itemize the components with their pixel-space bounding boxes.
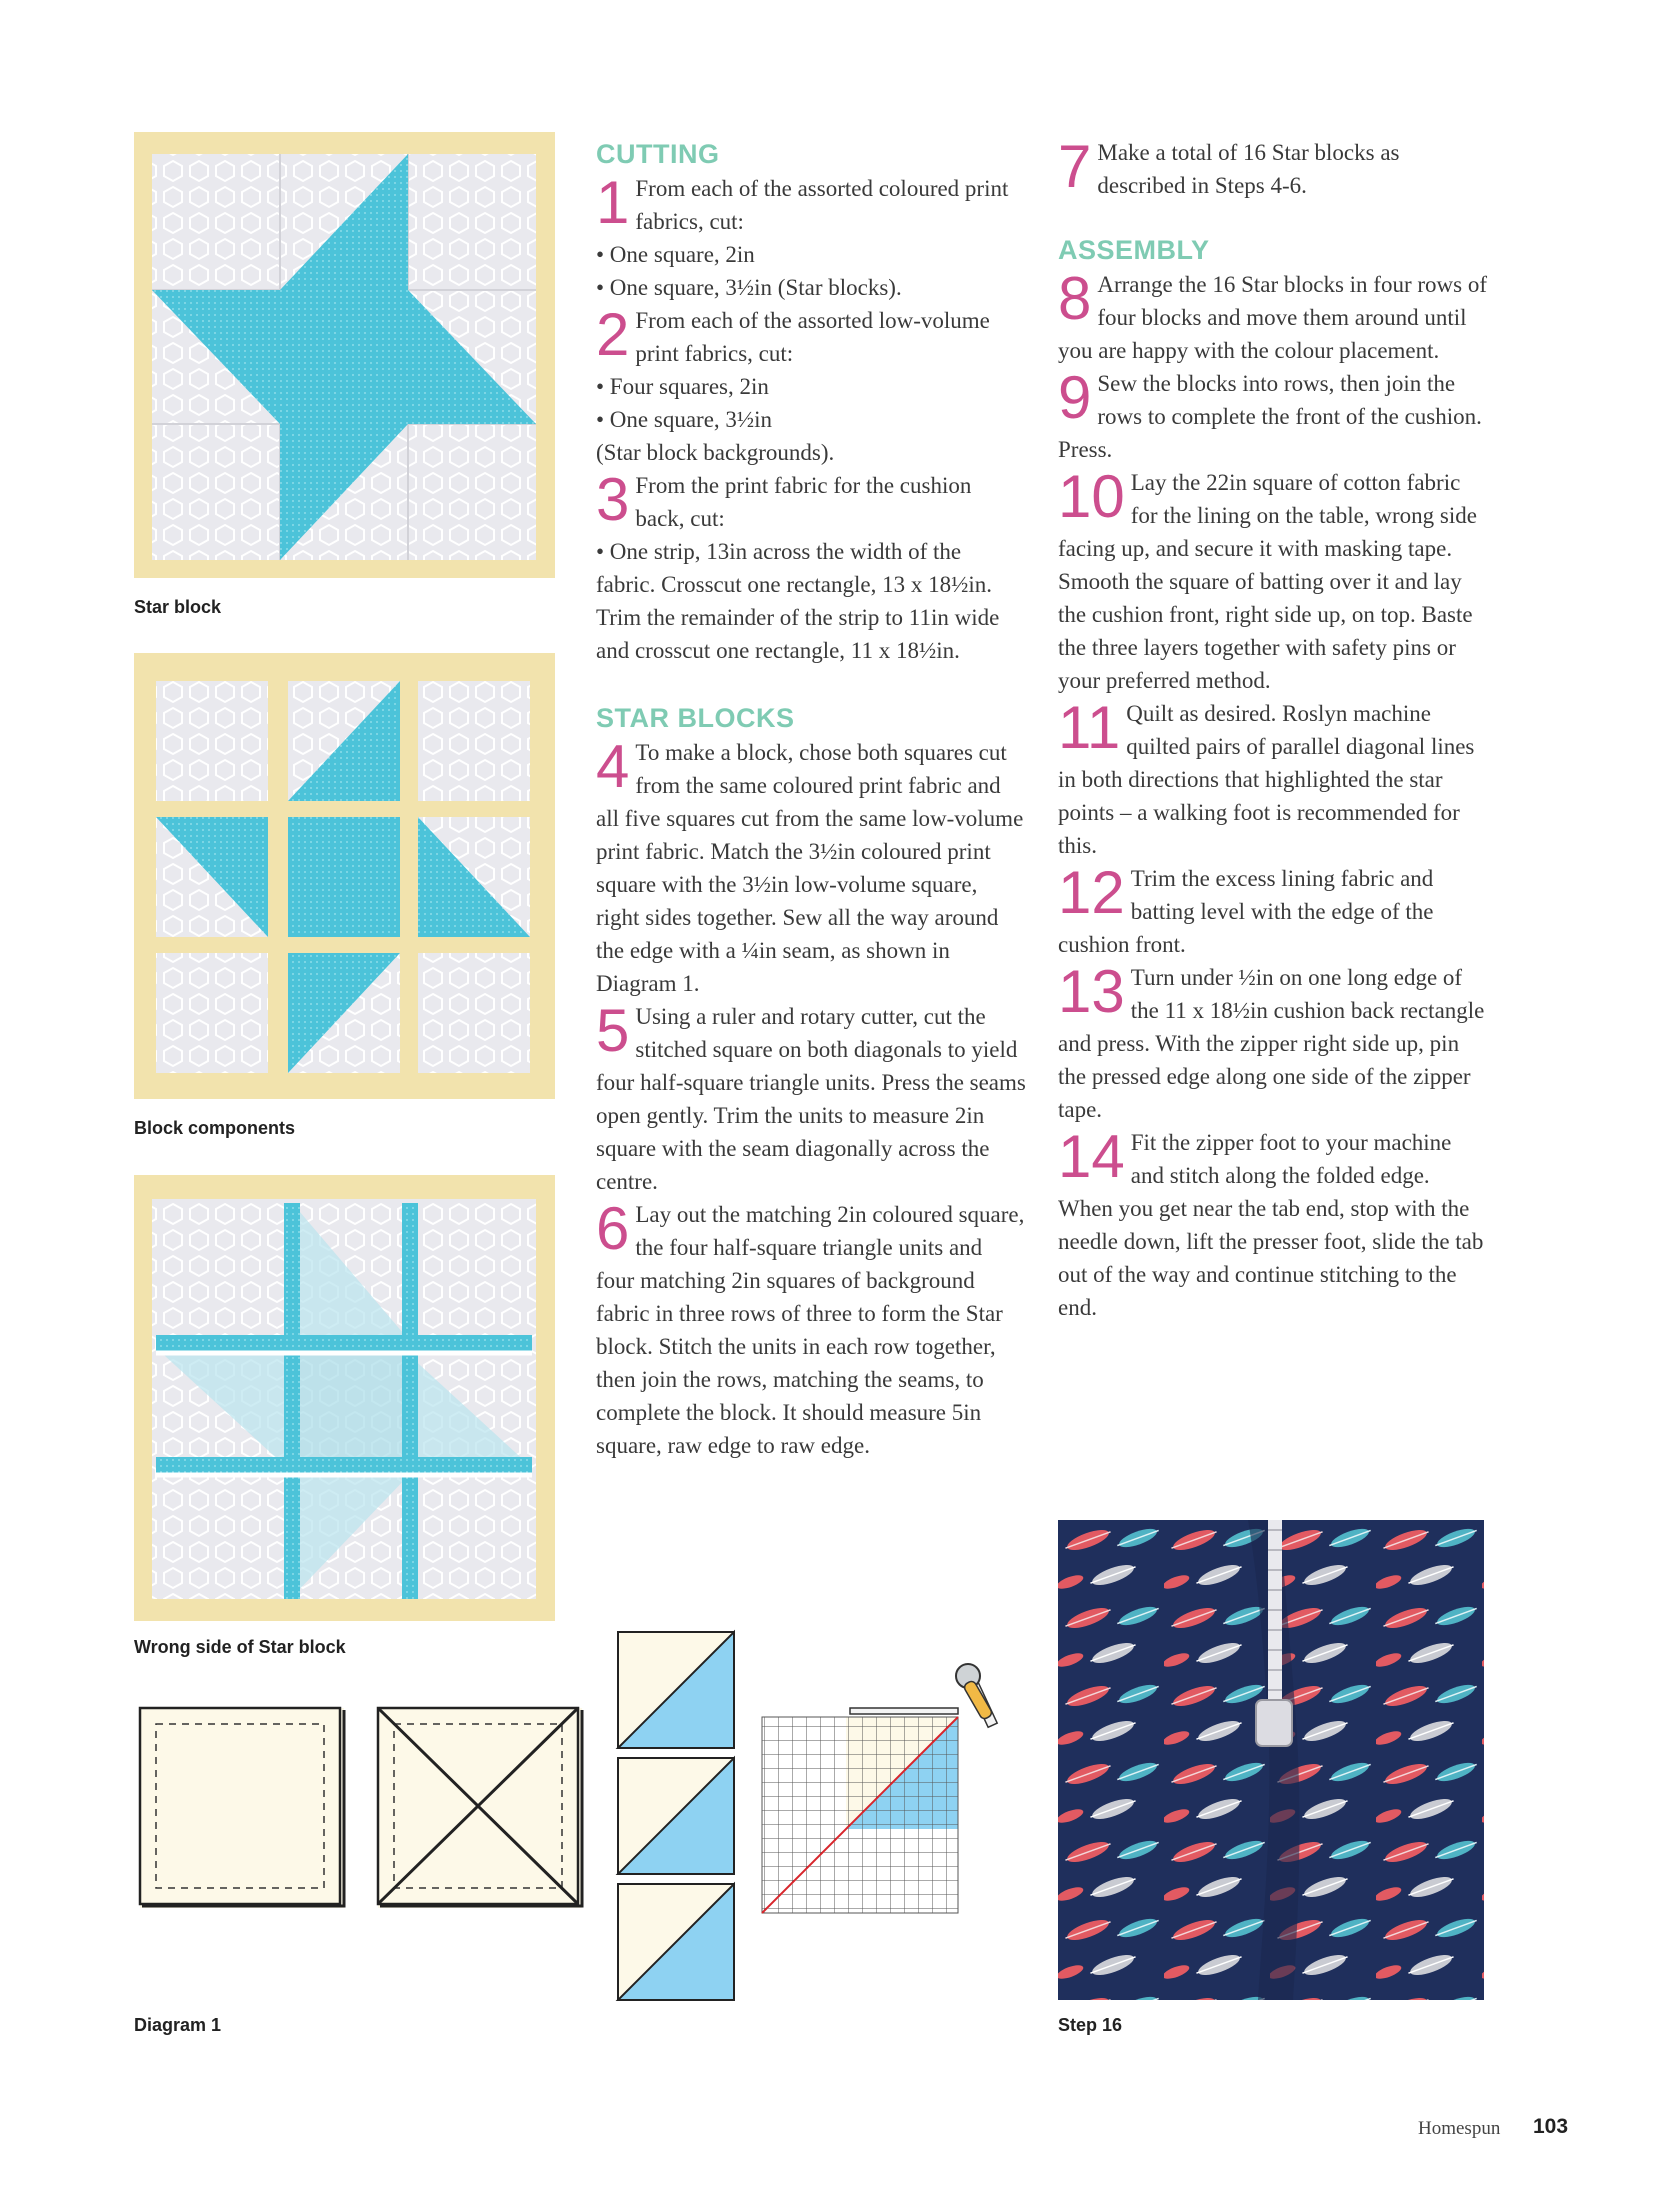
caption-diagram-1: Diagram 1 (134, 2015, 222, 2035)
step-9: 9 Sew the blocks into rows, then join the rows to complete the front of the cushion. Press. (1058, 364, 1482, 462)
step-6: 6 Lay out the matching 2in coloured square, the four half-square triangle units and four matching 2in squares of background fabric in three rows of three to form the Star block. Stitch the units in each row together, then join the rows, matching the seams, to complete the block. It should measure 5in square, raw edge to raw edge. (596, 1195, 1025, 1458)
star-block-photo (134, 132, 555, 578)
caption-step-16: Step 16 (1058, 2015, 1123, 2035)
cutting-heading: CUTTING (596, 139, 720, 169)
step-10: 10 Lay the 22in square of cotton fabric for the lining on the table, wrong side facing up, and secure it with masking tape. Smooth the square of batting over it and lay the cushion front, right side up, on top. Baste the three layers together with safety pins or your preferred method. (1058, 463, 1477, 693)
step-number: 5 (596, 997, 630, 1064)
bullet: • One strip, 13in across the width of the fabric. Crosscut one rectangle, 13 x 18½in. Trim the remainder of the strip to 11in wide and crosscut one rectangle, 11 x 18½in. (596, 539, 1000, 663)
step-2: 2 From each of the assorted low-volume print fabrics, cut: (596, 301, 990, 368)
step-16-photo (1058, 1520, 1484, 2000)
caption-block-components: Block components (134, 1118, 296, 1138)
step-number: 10 (1058, 463, 1125, 530)
bullet: • Four squares, 2in (596, 374, 769, 399)
block-components-photo (134, 653, 555, 1099)
step-8: 8 Arrange the 16 Star blocks in four rows of four blocks and move them around until you are happy with the colour placement. (1058, 265, 1488, 363)
step-14: 14 Fit the zipper foot to your machine and stitch along the folded edge. When you get near the tab end, stop with the needle down, lift the presser foot, slide the tab out of the way and continue stitching to the end. (1058, 1123, 1484, 1320)
page-number: 103 (1533, 2115, 1569, 2138)
step-11: 11 Quilt as desired. Roslyn machine quilted pairs of parallel diagonal lines in both directions that highlighted the star points – a walking foot is recommended for this. (1058, 694, 1475, 858)
step-3: 3 From the print fabric for the cushion back, cut: (596, 466, 972, 533)
step-number: 2 (596, 301, 630, 368)
caption-star-block: Star block (134, 597, 222, 617)
star-blocks-heading: STAR BLOCKS (596, 703, 795, 733)
step-13: 13 Turn under ½in on one long edge of the 11 x 18½in cushion back rectangle and press. With the zipper right side up, pin the pressed edge along one side of the zipper tape. (1058, 958, 1485, 1122)
step-4: 4 To make a block, chose both squares cut from the same coloured print fabric and all five squares cut from the same low-volume print fabric. Match the 3½in coloured print square with the 3½in low-volume square, right sides together. Sew all the way around the edge with a ¼in seam, as shown in Diagram 1. (596, 733, 1024, 996)
step-12: 12 Trim the excess lining fabric and batting level with the edge of the cushion front. (1058, 859, 1434, 957)
diagram-1 (134, 1628, 1034, 2028)
wrong-side-photo (134, 1175, 555, 1621)
magazine-name: Homespun (1418, 2118, 1501, 2139)
step-5: 5 Using a ruler and rotary cutter, cut the stitched square on both diagonals to yield four half-square triangle units. Press the seams open gently. Trim the units to measure 2in square with the seam diagonally across the centre. (596, 997, 1026, 1194)
step-number: 6 (596, 1195, 630, 1262)
assembly-heading: ASSEMBLY (1058, 235, 1210, 265)
step-number: 12 (1058, 859, 1125, 926)
caption-wrong-side: Wrong side of Star block (134, 1637, 346, 1657)
step-number: 13 (1058, 958, 1125, 1025)
step-number: 9 (1058, 364, 1092, 431)
step-7: 7 Make a total of 16 Star blocks as described in Steps 4-6. (1058, 133, 1400, 200)
column-right (1058, 133, 1488, 1324)
bullet: • One square, 2in (596, 242, 755, 267)
bullet: (Star block backgrounds). (596, 440, 835, 465)
step-1: 1 From each of the assorted coloured print fabrics, cut: (596, 169, 1009, 236)
step-number: 8 (1058, 265, 1092, 332)
step-number: 1 (596, 169, 630, 236)
step-number: 11 (1058, 694, 1121, 761)
column-middle (596, 136, 1026, 1462)
step-number: 14 (1058, 1123, 1125, 1190)
step-number: 3 (596, 466, 630, 533)
bullet: • One square, 3½in (Star blocks). (596, 275, 902, 300)
bullet: • One square, 3½in (596, 407, 773, 432)
step-number: 7 (1058, 133, 1092, 200)
step-number: 4 (596, 733, 630, 800)
